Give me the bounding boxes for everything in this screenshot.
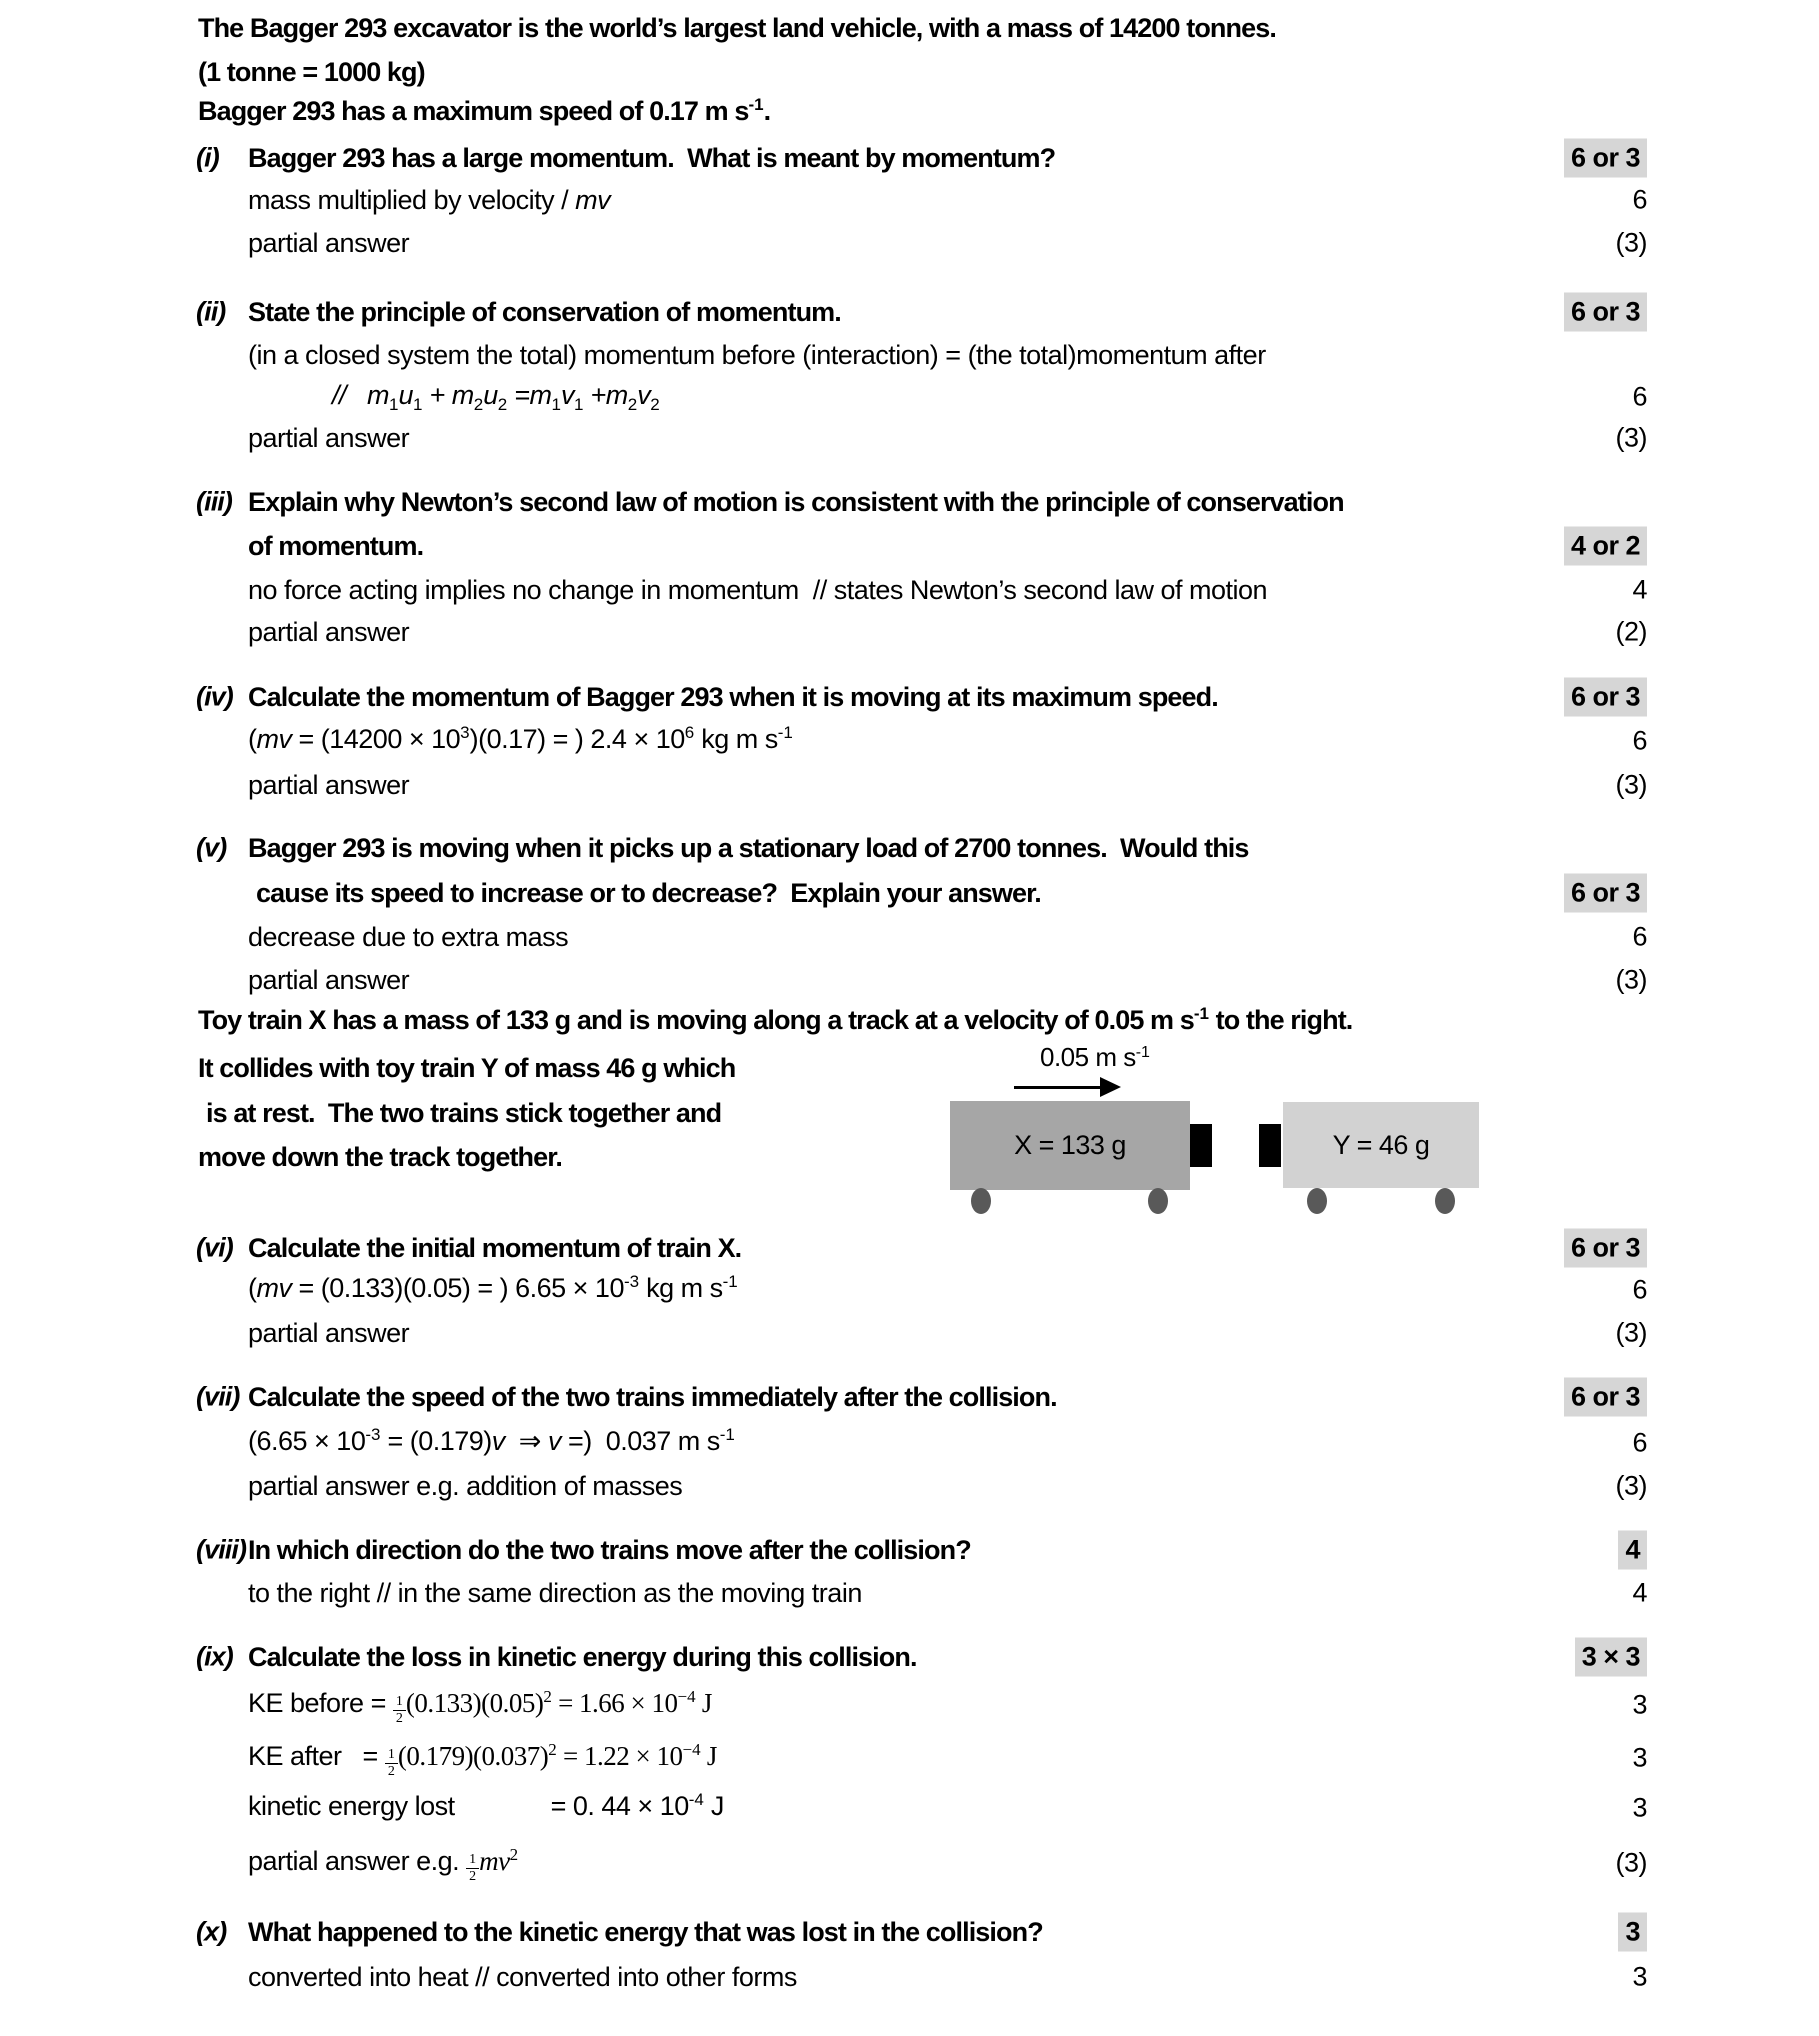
q-vii-partial — [0, 1463, 1819, 1509]
intro-line-3-text: Bagger 293 has a maximum speed of 0.17 m $s^{-1}$. — [198, 95, 771, 126]
q-vii-heading-text: Calculate the speed of the two trains immediately after the collision. — [248, 1382, 1057, 1412]
velocity-arrow-line — [1014, 1086, 1102, 1089]
q-iii-answer-mark: 4 — [1632, 574, 1647, 605]
q-vi-partial — [0, 1310, 1819, 1356]
q-i-heading-text: Bagger 293 has a large momentum. What is meant by momentum? — [248, 143, 1056, 173]
q-iii-answer-text: no force acting implies no change in momentum // states Newton’s second law of motion — [248, 575, 1268, 605]
q-ix-heading-label: (ix) — [196, 1641, 233, 1672]
q-v-heading-1-label: (v) — [196, 832, 227, 863]
q-viii-answer-text: to the right // in the same direction as the moving train — [248, 1578, 862, 1608]
train-x-wheel-right — [1148, 1188, 1168, 1214]
q-v-answer-mark: 6 — [1632, 921, 1647, 952]
q-ix-ke-lost-mark: 3 — [1632, 1792, 1647, 1823]
velocity-value: 0.05 m s — [1040, 1042, 1136, 1072]
q-ix-ke-after-mark: 3 — [1632, 1742, 1647, 1773]
q-v-heading-2-text: cause its speed to increase or to decrease? Explain your answer. — [256, 878, 1041, 908]
intro-line-2-text: (1 tonne = 1000 kg) — [198, 57, 425, 87]
q-v-partial-text: partial answer — [248, 965, 410, 995]
q-iii-heading-1-text: Explain why Newton’s second law of motion is consistent with the principle of conservation — [248, 487, 1344, 517]
q-ix-ke-lost — [0, 1785, 1819, 1831]
q-i-partial — [0, 220, 1819, 266]
q-ix-ke-before-text: KE before = $\frac{1}{2}$ $(0.133)(0.05)^2 = 1.66 \times 10^{-4}$ J — [248, 1687, 712, 1726]
train-intro-4 — [0, 1134, 1819, 1180]
q-viii-answer-mark: 4 — [1632, 1577, 1647, 1608]
velocity-label — [1040, 1042, 1150, 1073]
q-ix-ke-before-mark: 3 — [1632, 1689, 1647, 1720]
q-ix-ke-after-text: KE after = $\frac{1}{2}$ $(0.179)(0.037)^2 = 1.22 \times 10^{-4}$ J — [248, 1740, 717, 1779]
intro-line-1 — [0, 5, 1819, 51]
q-v-partial-mark: (3) — [1615, 964, 1647, 995]
q-vi-answer-mark: 6 — [1632, 1274, 1647, 1305]
q-ii-answer-1-text: (in a closed system the total) momentum before (interaction) = (the total)momentum after — [248, 340, 1266, 370]
q-iii-heading-1-label: (iii) — [196, 486, 232, 517]
q-ix-heading — [0, 1634, 1819, 1680]
q-vii-heading-mark: 6 or 3 — [1564, 1378, 1647, 1417]
q-ii-answer-2-mark: 6 — [1632, 381, 1647, 412]
q-v-answer-text: decrease due to extra mass — [248, 922, 569, 952]
q-vii-answer-text: ($6.65 \times 10^{-3} = (0.179)v$ ⇒ v =) 0.037 m $s^{-1}$ — [248, 1425, 735, 1456]
q-vii-partial-mark: (3) — [1615, 1470, 1647, 1501]
q-ii-answer-2-text: // $m_1u_1 + m_2u_2 =m_1v_1 +m_2v_2$ — [332, 380, 660, 414]
q-vii-answer — [0, 1420, 1819, 1466]
q-iii-partial — [0, 609, 1819, 655]
train-intro-1-text: Toy train X has a mass of 133 g and is moving along a track at a velocity of 0.05 m $s^{-1}$ to the right. — [198, 1004, 1353, 1035]
q-v-heading-2-mark: 6 or 3 — [1564, 874, 1647, 913]
q-x-heading-mark: 3 — [1618, 1913, 1647, 1952]
q-x-answer-text: converted into heat // converted into other forms — [248, 1962, 797, 1992]
q-vi-answer — [0, 1267, 1819, 1313]
q-vii-answer-mark: 6 — [1632, 1427, 1647, 1458]
fraction-one-half: $\frac{1}{2}$ — [393, 1695, 406, 1726]
q-iv-heading — [0, 674, 1819, 720]
q-ii-answer-2 — [0, 374, 1819, 420]
q-ix-ke-before — [0, 1682, 1819, 1728]
q-vi-partial-text: partial answer — [248, 1318, 410, 1348]
train-x-label: X = 133 g — [1014, 1130, 1126, 1160]
train-intro-4-text: move down the track together. — [198, 1142, 562, 1172]
q-viii-heading-text: In which direction do the two trains move after the collision? — [248, 1535, 971, 1565]
q-iv-partial-text: partial answer — [248, 770, 410, 800]
q-ix-partial-text: partial answer e.g. $\frac{1}{2}$ $mv^2$ — [248, 1845, 519, 1884]
train-intro-3-text: is at rest. The two trains stick together and — [206, 1098, 722, 1128]
q-i-partial-text: partial answer — [248, 228, 410, 258]
q-ix-partial — [0, 1840, 1819, 1886]
q-ii-heading-label: (ii) — [196, 296, 226, 327]
q-iv-answer-mark: 6 — [1632, 725, 1647, 756]
q-v-answer — [0, 914, 1819, 960]
q-iii-answer — [0, 567, 1819, 613]
fraction-one-half: $\frac{1}{2}$ — [385, 1748, 398, 1779]
q-vi-answer-text: (mv = (0.133)(0.05) = ) $6.65 \times 10^{-3}$ kg m $s^{-1}$ — [248, 1272, 738, 1303]
q-iv-heading-mark: 6 or 3 — [1564, 678, 1647, 717]
q-viii-heading — [0, 1527, 1819, 1573]
q-i-heading — [0, 135, 1819, 181]
train-y-coupler — [1259, 1124, 1281, 1167]
q-x-answer-mark: 3 — [1632, 1961, 1647, 1992]
q-iv-heading-text: Calculate the momentum of Bagger 293 when it is moving at its maximum speed. — [248, 682, 1218, 712]
train-y-label: Y = 46 g — [1332, 1129, 1430, 1160]
q-x-heading — [0, 1909, 1819, 1955]
train-intro-2-text: It collides with toy train Y of mass 46 g which — [198, 1053, 736, 1083]
q-v-heading-2 — [0, 870, 1819, 916]
train-y-wheel-left — [1307, 1188, 1327, 1214]
q-i-answer-text: mass multiplied by velocity / mv — [248, 185, 611, 215]
q-vi-heading-text: Calculate the initial momentum of train X. — [248, 1233, 742, 1263]
q-viii-heading-label: (viii) — [196, 1534, 247, 1565]
q-ii-heading-text: State the principle of conservation of momentum. — [248, 297, 841, 327]
q-ii-heading-mark: 6 or 3 — [1564, 293, 1647, 332]
q-vi-heading-mark: 6 or 3 — [1564, 1229, 1647, 1268]
q-viii-heading-mark: 4 — [1618, 1531, 1647, 1570]
q-iii-heading-1 — [0, 479, 1819, 525]
q-vii-partial-text: partial answer e.g. addition of masses — [248, 1471, 683, 1501]
q-v-heading-1-text: Bagger 293 is moving when it picks up a stationary load of 2700 tonnes. Would this — [248, 833, 1249, 863]
q-i-answer — [0, 177, 1819, 223]
q-iii-partial-mark: (2) — [1615, 616, 1647, 647]
q-ii-heading — [0, 289, 1819, 335]
velocity-exponent: -1 — [1135, 1044, 1150, 1061]
q-ii-partial-mark: (3) — [1615, 422, 1647, 453]
q-ii-partial — [0, 415, 1819, 461]
q-iii-heading-2-mark: 4 or 2 — [1564, 527, 1647, 566]
intro-line-3 — [0, 90, 1819, 136]
train-y-box — [1283, 1102, 1479, 1188]
train-y-wheel-right — [1435, 1188, 1455, 1214]
q-viii-answer — [0, 1570, 1819, 1616]
q-ix-ke-after — [0, 1735, 1819, 1781]
q-iv-partial-mark: (3) — [1615, 769, 1647, 800]
q-iii-partial-text: partial answer — [248, 617, 410, 647]
q-iv-heading-label: (iv) — [196, 681, 233, 712]
q-iv-answer — [0, 718, 1819, 764]
q-iii-heading-2-text: of momentum. — [248, 531, 424, 561]
q-ix-heading-mark: 3 × 3 — [1575, 1638, 1647, 1677]
q-ii-answer-1 — [0, 332, 1819, 378]
train-x-box — [950, 1101, 1190, 1190]
q-i-heading-label: (i) — [196, 142, 219, 173]
train-intro-1 — [0, 999, 1819, 1045]
q-iv-answer-text: ($mv = (14200 \times 10^3)(0.17)$ = ) $2.4 \times 10^6$ kg m $s^{-1}$ — [248, 723, 793, 754]
q-x-heading-label: (x) — [196, 1916, 227, 1947]
q-ix-heading-text: Calculate the loss in kinetic energy during this collision. — [248, 1642, 917, 1672]
fraction-one-half: $\frac{1}{2}$ — [466, 1853, 479, 1884]
q-ii-partial-text: partial answer — [248, 423, 410, 453]
q-v-heading-1 — [0, 825, 1819, 871]
q-i-answer-mark: 6 — [1632, 184, 1647, 215]
train-x-coupler — [1190, 1124, 1212, 1167]
q-vi-heading-label: (vi) — [196, 1232, 233, 1263]
q-iii-heading-2 — [0, 523, 1819, 569]
train-x-wheel-left — [971, 1188, 991, 1214]
velocity-arrow-head-icon — [1100, 1077, 1121, 1097]
q-ix-partial-mark: (3) — [1615, 1847, 1647, 1878]
q-iv-partial — [0, 762, 1819, 808]
train-intro-2 — [0, 1045, 1819, 1091]
q-x-heading-text: What happened to the kinetic energy that was lost in the collision? — [248, 1917, 1043, 1947]
q-vii-heading — [0, 1374, 1819, 1420]
intro-line-1-text: The Bagger 293 excavator is the world’s largest land vehicle, with a mass of 14200 tonnes. — [198, 13, 1276, 43]
q-vi-partial-mark: (3) — [1615, 1317, 1647, 1348]
q-ix-ke-lost-text: kinetic energy lost = 0. $44 \times 10^{-4}$ J — [248, 1790, 724, 1821]
q-i-heading-mark: 6 or 3 — [1564, 139, 1647, 178]
q-vii-heading-label: (vii) — [196, 1381, 240, 1412]
train-intro-3 — [0, 1090, 1819, 1136]
q-i-partial-mark: (3) — [1615, 227, 1647, 258]
q-x-answer — [0, 1954, 1819, 2000]
